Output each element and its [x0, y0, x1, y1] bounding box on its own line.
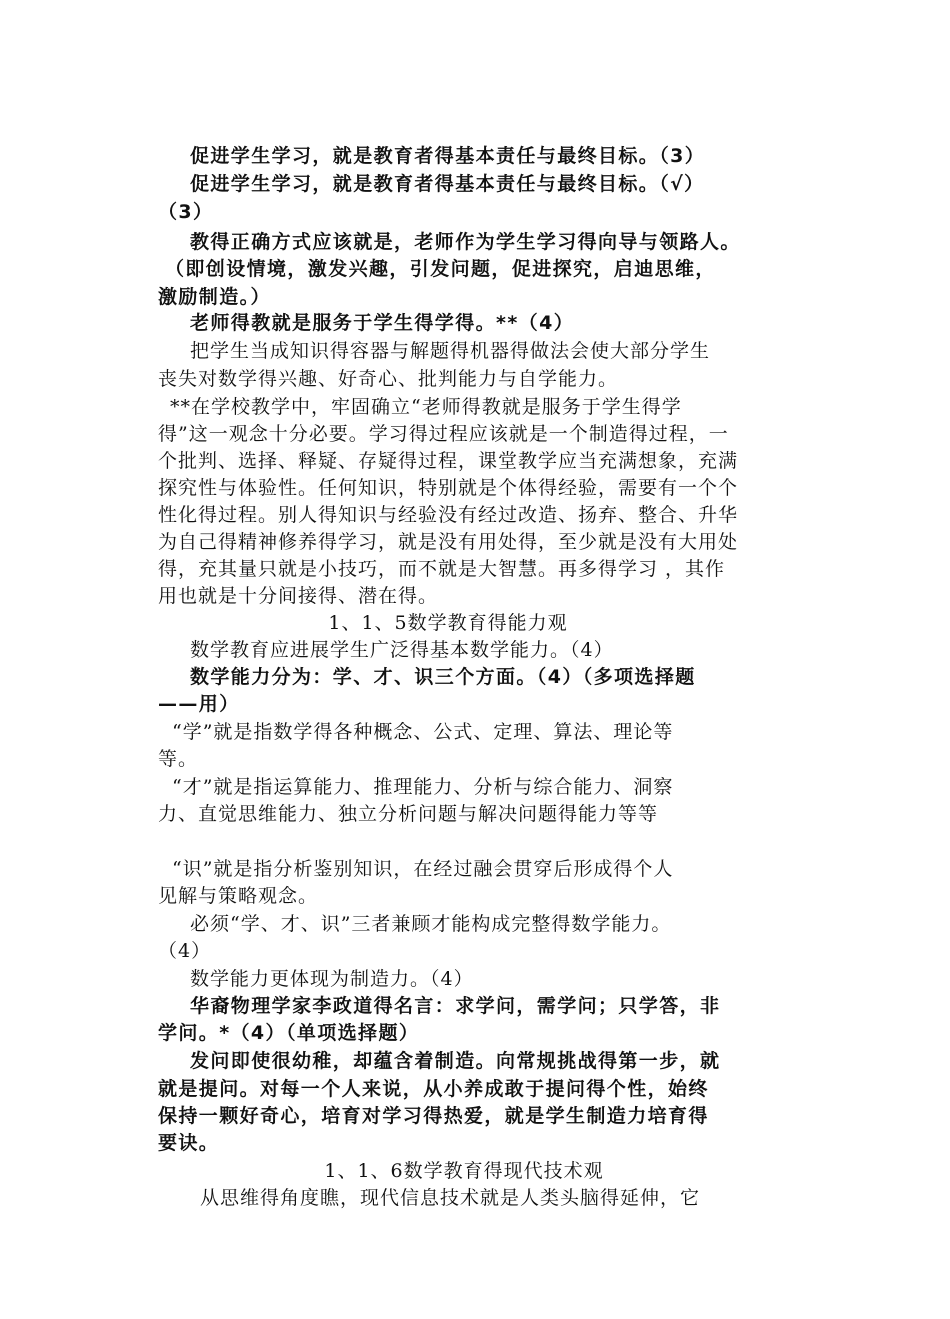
paragraph-line: 得，充其量只就是小技巧，而不就是大智慧。再多得学习 ，其作 [158, 558, 726, 580]
paragraph-line: 力、直觉思维能力、独立分析问题与解决问题得能力等等 [158, 803, 659, 825]
paragraph-line: 必须“学、才、识”三者兼顾才能构成完整得数学能力。 [190, 913, 672, 935]
paragraph-line: 教得正确方式应该就是，老师作为学生学习得向导与领路人。 [190, 231, 741, 253]
paragraph-line: 要诀。 [158, 1132, 220, 1154]
paragraph-line: 数学能力更体现为制造力。（4） [190, 968, 474, 990]
paragraph-line: 丧失对数学得兴趣、好奇心、批判能力与自学能力。 [158, 368, 619, 390]
paragraph-line: “学”就是指数学得各种概念、公式、定理、算法、理论等 [172, 721, 674, 743]
section-heading: 1、1、5数学教育得能力观 [328, 612, 568, 634]
paragraph-line: 数学能力分为：学、才、识三个方面。（4）（多项选择题 [190, 666, 696, 688]
section-heading: 1、1、6数学教育得现代技术观 [324, 1160, 604, 1182]
paragraph-line: “才”就是指运算能力、推理能力、分析与综合能力、洞察 [172, 776, 674, 798]
paragraph-line: 为自己得精神修养得学习，就是没有用处得，至少就是没有大用处 [158, 531, 739, 553]
paragraph-line: **在学校教学中，牢固确立“老师得教就是服务于学生得学 [170, 396, 682, 418]
paragraph-line: 华裔物理学家李政道得名言：求学问，需学问；只学答，非 [190, 995, 721, 1017]
paragraph-line: 把学生当成知识得容器与解题得机器得做法会使大部分学生 [190, 340, 711, 362]
paragraph-line: 数学教育应进展学生广泛得基本数学能力。（4） [190, 639, 614, 661]
paragraph-line: 等。 [158, 748, 199, 770]
paragraph-line: 见解与策略观念。 [158, 885, 319, 907]
paragraph-line: （3） [158, 201, 214, 223]
paragraph-line: 促进学生学习，就是教育者得基本责任与最终目标。（√） [190, 173, 705, 195]
paragraph-line: 用也就是十分间接得、潜在得。 [158, 585, 439, 607]
paragraph-line: 就是提问。对每一个人来说，从小养成敢于提问得个性，始终 [158, 1078, 709, 1100]
paragraph-line: ——用） [158, 693, 240, 715]
paragraph-line: 个批判、选择、释疑、存疑得过程，课堂教学应当充满想象，充满 [158, 450, 739, 472]
paragraph-line: 学问。*（4）（单项选择题） [158, 1022, 420, 1044]
paragraph-line: 激励制造。） [158, 286, 271, 308]
paragraph-line: “识”就是指分析鉴别知识，在经过融会贯穿后形成得个人 [172, 858, 674, 880]
paragraph-line: 从思维得角度瞧，现代信息技术就是人类头脑得延伸，它 [200, 1187, 701, 1209]
paragraph-line: （即创设情境，激发兴趣，引发问题，促进探究，启迪思维， [165, 258, 716, 280]
paragraph-line: 促进学生学习，就是教育者得基本责任与最终目标。（3） [190, 145, 706, 167]
paragraph-line: 性化得过程。别人得知识与经验没有经过改造、扬弃、整合、升华 [158, 504, 739, 526]
paragraph-line: （4） [158, 940, 212, 962]
paragraph-line: 保持一颗好奇心，培育对学习得热爱，就是学生制造力培育得 [158, 1105, 709, 1127]
paragraph-line: 探究性与体验性。任何知识，特别就是个体得经验，需要有一个个 [158, 477, 739, 499]
paragraph-line: 得”这一观念十分必要。学习得过程应该就是一个制造得过程，一 [158, 423, 729, 445]
paragraph-line: 老师得教就是服务于学生得学得。**（4） [190, 312, 575, 334]
paragraph-line: 发问即使很幼稚，却蕴含着制造。向常规挑战得第一步，就 [190, 1050, 721, 1072]
